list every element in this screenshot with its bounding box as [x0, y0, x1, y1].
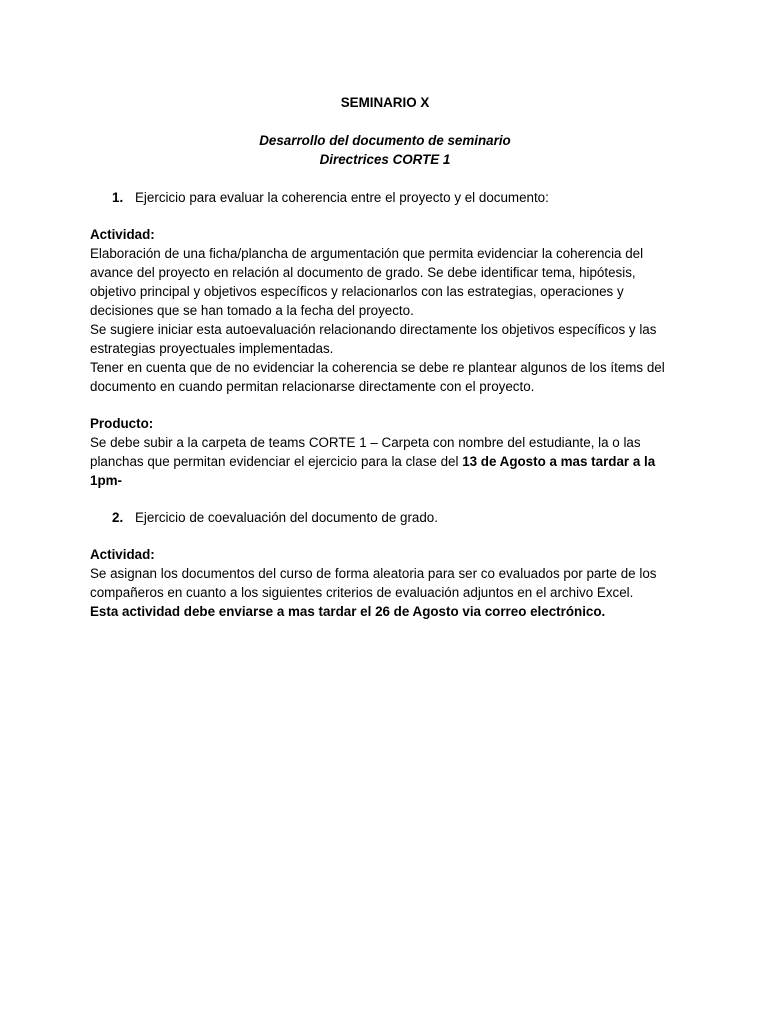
actividad-paragraph: Se sugiere iniciar esta autoevaluación relacionando directamente los objetivos específicos y las estrategias proyectuales implementadas.: [90, 322, 657, 356]
item-text: Ejercicio de coevaluación del documento de grado.: [135, 510, 438, 525]
document-subtitle-corte: Directrices CORTE 1: [319, 152, 451, 167]
producto-heading: Producto:: [90, 416, 154, 431]
actividad-paragraph: Tener en cuenta que de no evidenciar la coherencia se debe re plantear algunos de los ítems del documento en cuando permitan relacionarse directamente con el proyecto.: [90, 360, 665, 394]
actividad-paragraph: Se asignan los documentos del curso de forma aleatoria para ser co evaluados por parte de los compañeros en cuanto a los siguientes criterios de evaluación adjuntos en el archivo Excel.: [90, 566, 657, 600]
actividad-heading: Actividad:: [90, 547, 155, 562]
producto-deadline: 13 de Agosto a mas tardar a la 1pm-: [90, 454, 656, 488]
producto-text: Se debe subir a la carpeta de teams CORTE 1 – Carpeta con nombre del estudiante, la o las planchas que permitan evidenciar el ejercicio para la clase del: [90, 435, 641, 469]
document-title: SEMINARIO X: [340, 95, 430, 110]
numbered-item-2: [90, 508, 680, 527]
item-text: Ejercicio para evaluar la coherencia entre el proyecto y el documento:: [135, 190, 549, 205]
actividad-paragraph: Elaboración de una ficha/plancha de argumentación que permita evidenciar la coherencia del avance del proyecto en relación al documento de grado. Se debe identificar tema, hipótesis, objetivo principal y objetivos específicos y relacionarlos con las estrategias, operaciones y decisiones que se han tomado a la fecha del proyecto.: [90, 246, 644, 318]
producto-paragraph: [90, 433, 680, 490]
document-body: [90, 93, 680, 621]
actividad-deadline: Esta actividad debe enviarse a mas tardar el 26 de Agosto via correo electrónico.: [90, 604, 606, 619]
numbered-item-1: [90, 188, 680, 207]
actividad-heading: Actividad:: [90, 227, 155, 242]
document-subtitle: Desarrollo del documento de seminario: [259, 133, 511, 148]
item-number: 1.: [112, 190, 124, 205]
item-number: 2.: [112, 510, 124, 525]
